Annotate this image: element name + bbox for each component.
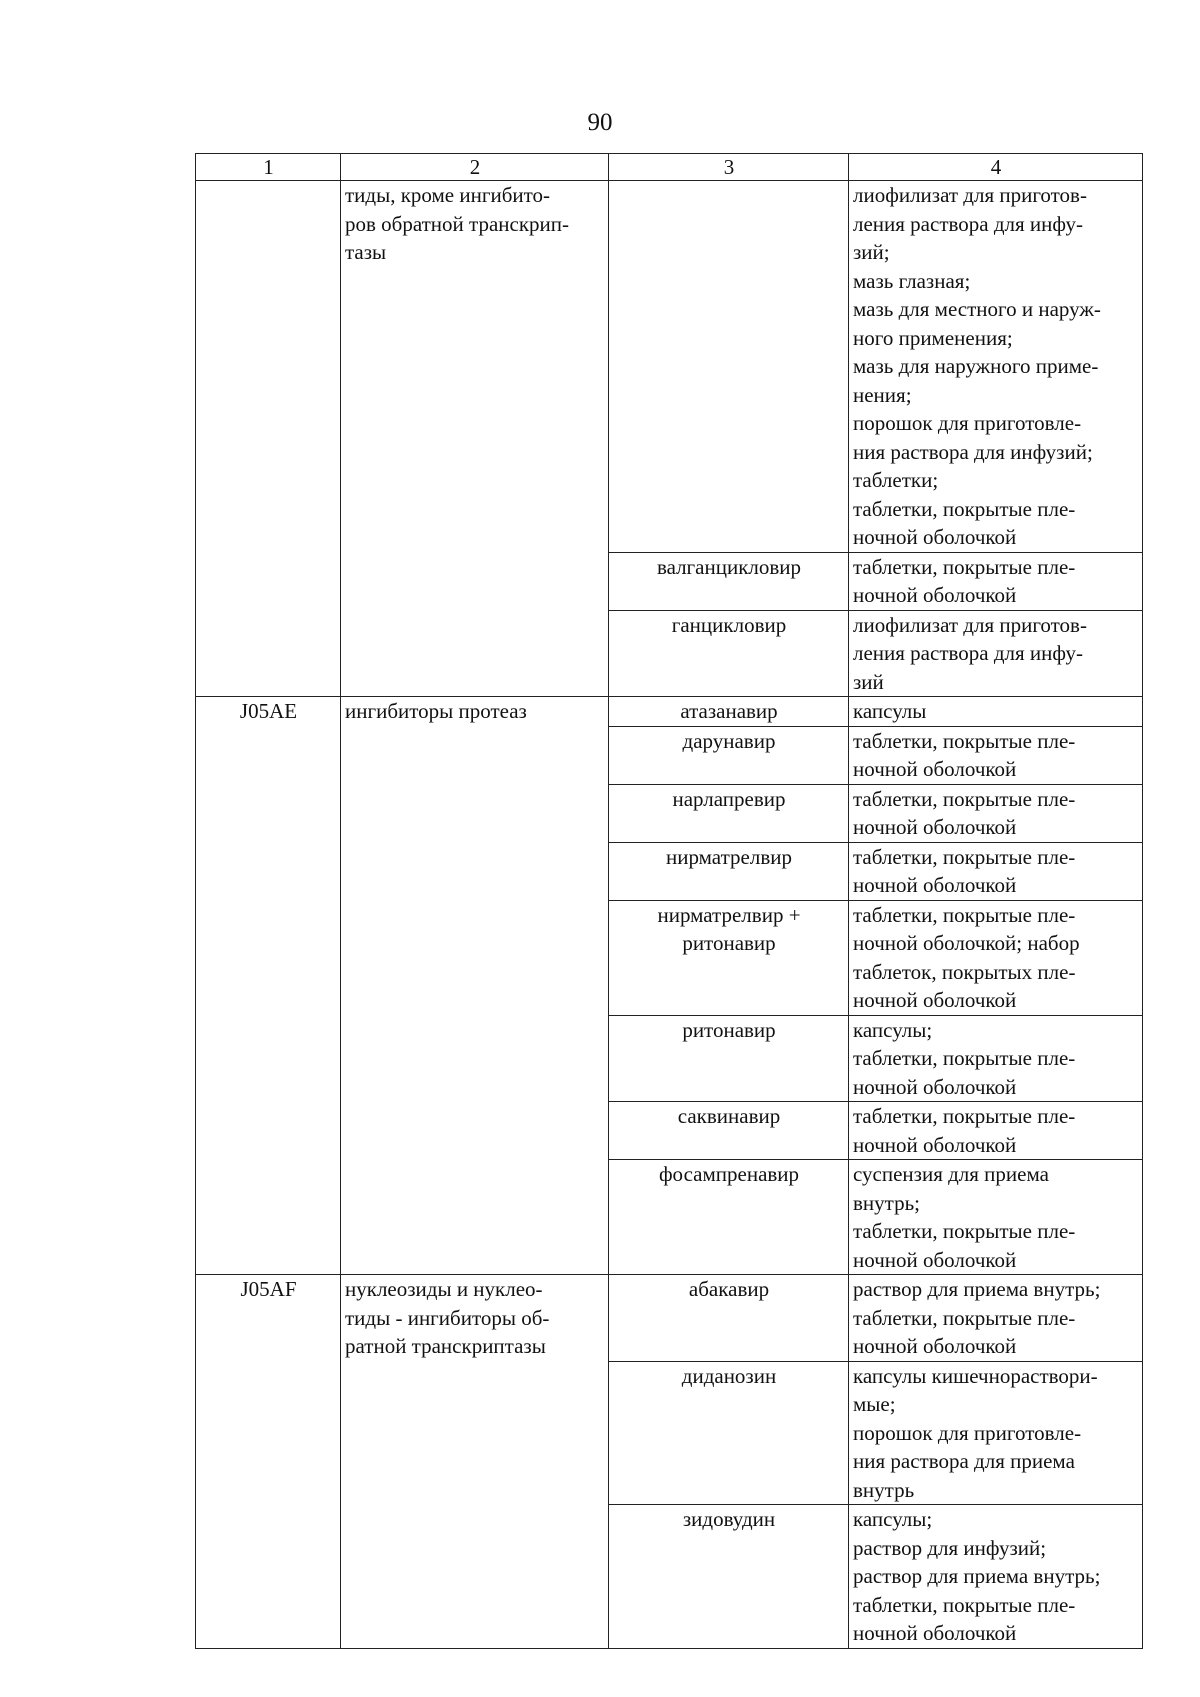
group-name-cell-line: ратной транскриптазы <box>345 1334 546 1358</box>
drug-name-cell-line: абакавир <box>688 1277 770 1301</box>
drug-name-cell <box>609 1102 849 1160</box>
dosage-form-cell-line: мазь для наружного приме- <box>853 354 1099 378</box>
group-name-cell-line: тиды, кроме ингибито- <box>345 183 551 207</box>
dosage-form-cell-line: ночной оболочкой <box>853 988 1017 1012</box>
drug-name-cell <box>609 1160 849 1275</box>
dosage-form-cell-line: таблетки, покрытые пле- <box>853 728 1076 753</box>
dosage-form-cell-line: ночной оболочкой <box>853 873 1017 897</box>
dosage-form-cell-line: таблетки, покрытые пле- <box>853 902 1076 927</box>
dosage-form-cell-line: лиофилизат для приготов- <box>853 183 1087 207</box>
dosage-form-cell-line: ночной оболочкой; набор <box>853 931 1080 955</box>
dosage-form-cell <box>849 900 1143 1015</box>
dosage-form-cell <box>849 1505 1143 1649</box>
header-col-1: 1 <box>196 154 341 181</box>
dosage-form-cell-line: таблетки, покрытые пле- <box>853 786 1076 811</box>
drug-name-cell <box>609 900 849 1015</box>
drug-name-cell <box>609 1015 849 1102</box>
dosage-form-cell-line: таблетки, покрытые пле- <box>853 1104 1076 1128</box>
dosage-form-cell-line: таблетки, покрытые пле- <box>853 1305 1076 1330</box>
dosage-form-cell-line: таблетки, покрытые пле- <box>853 496 1076 521</box>
atc-code-cell: J05AF <box>196 1275 341 1649</box>
drug-name-cell <box>609 1505 849 1649</box>
dosage-form-cell <box>849 1160 1143 1275</box>
dosage-form-cell-line: ночной оболочкой <box>853 1132 1017 1157</box>
drug-name-cell <box>609 181 849 553</box>
dosage-form-cell-line: мазь для местного и наруж- <box>853 297 1101 321</box>
dosage-form-cell-line: порошок для приготовле- <box>853 1420 1082 1445</box>
dosage-form-cell-line: ночной оболочкой <box>853 757 1017 781</box>
group-name-cell-line: нуклеозиды и нуклео- <box>345 1277 543 1301</box>
drug-name-cell-line: нарлапревир <box>672 786 786 811</box>
dosage-form-cell-line: ночной оболочкой <box>853 583 1017 607</box>
header-col-3: 3 <box>609 154 849 181</box>
drug-name-cell <box>609 610 849 697</box>
dosage-form-cell <box>849 1102 1143 1160</box>
dosage-form-cell-line: таблетки, покрытые пле- <box>853 1046 1076 1070</box>
dosage-form-cell-line: капсулы <box>853 699 927 723</box>
dosage-form-cell-line: зий; <box>853 240 890 264</box>
dosage-form-cell-line: внутрь; <box>853 1190 920 1215</box>
drug-name-cell <box>609 697 849 727</box>
dosage-form-cell-line: зий <box>853 669 884 694</box>
table-row <box>196 181 1143 553</box>
drug-name-cell-line: зидовудин <box>682 1507 776 1531</box>
dosage-form-cell-line: ночной оболочкой <box>853 815 1017 839</box>
group-name-cell-line: ингибиторы протеаз <box>345 699 527 723</box>
drug-name-cell <box>609 1361 849 1505</box>
dosage-form-cell-line: таблетки, покрытые пле- <box>853 1219 1076 1243</box>
drug-name-cell-line: ганцикловир <box>671 612 787 637</box>
dosage-form-cell-line: таблетки, покрытые пле- <box>853 844 1076 869</box>
dosage-form-cell-line: ночной оболочкой <box>853 525 1017 549</box>
dosage-form-cell-line: ночной оболочкой <box>853 1074 1017 1099</box>
drug-table <box>195 153 1143 1649</box>
dosage-form-cell-line: капсулы кишечнораствори- <box>853 1363 1098 1388</box>
group-name-cell-line: тазы <box>345 240 387 264</box>
dosage-form-cell <box>849 784 1143 842</box>
dosage-form-cell-line: раствор для инфузий; <box>853 1535 1047 1560</box>
atc-code-cell: J05AE <box>196 697 341 1275</box>
drug-name-cell-line: атазанавир <box>680 699 778 723</box>
table-row <box>196 697 1143 727</box>
dosage-form-cell-line: таблеток, покрытых пле- <box>853 959 1076 984</box>
drug-name-cell-line: ритонавир <box>682 1017 776 1042</box>
drug-name-cell-line: диданозин <box>681 1363 777 1388</box>
dosage-form-cell <box>849 1361 1143 1505</box>
group-name-cell-line: тиды - ингибиторы об- <box>345 1305 550 1330</box>
dosage-form-cell-line: мые; <box>853 1392 896 1416</box>
drug-name-cell-line: фосампренавир <box>658 1162 800 1186</box>
dosage-form-cell-line: лиофилизат для приготов- <box>853 612 1087 637</box>
drug-name-cell-line: ритонавир <box>682 931 776 955</box>
header-row <box>196 154 1143 181</box>
drug-name-cell-line: валганцикловир <box>656 554 802 579</box>
dosage-form-cell-line: ления раствора для инфу- <box>853 641 1083 665</box>
dosage-form-cell-line: таблетки, покрытые пле- <box>853 1592 1076 1617</box>
drug-name-cell <box>609 1275 849 1362</box>
dosage-form-cell <box>849 697 1143 727</box>
dosage-form-cell <box>849 1275 1143 1362</box>
drug-name-cell-line: дарунавир <box>682 728 776 753</box>
dosage-form-cell <box>849 552 1143 610</box>
drug-name-cell <box>609 784 849 842</box>
dosage-form-cell-line: таблетки, покрытые пле- <box>853 554 1076 579</box>
atc-code-cell <box>196 181 341 697</box>
dosage-form-cell-line: ления раствора для инфу- <box>853 211 1083 236</box>
dosage-form-cell-line: ния раствора для инфузий; <box>853 439 1093 464</box>
dosage-form-cell-line: внутрь <box>853 1477 915 1502</box>
dosage-form-cell <box>849 181 1143 553</box>
drug-name-cell-line: нирматрелвир + <box>657 902 801 927</box>
dosage-form-cell-line: ночной оболочкой <box>853 1334 1017 1358</box>
header-col-2: 2 <box>341 154 609 181</box>
drug-name-cell <box>609 726 849 784</box>
dosage-form-cell <box>849 1015 1143 1102</box>
drug-name-cell-line: нирматрелвир <box>666 844 792 869</box>
dosage-form-cell-line: суспензия для приема <box>853 1162 1049 1186</box>
dosage-form-cell-line: порошок для приготовле- <box>853 411 1082 435</box>
dosage-form-cell-line: нения; <box>853 382 912 407</box>
group-name-cell-line: ров обратной транскрип- <box>345 211 570 236</box>
group-name-cell <box>341 697 609 1275</box>
drug-name-cell-line: саквинавир <box>677 1104 781 1128</box>
dosage-form-cell-line: раствор для приема внутрь; <box>853 1277 1101 1301</box>
drug-name-cell <box>609 552 849 610</box>
dosage-form-cell <box>849 842 1143 900</box>
dosage-form-cell-line: ночной оболочкой <box>853 1247 1017 1272</box>
dosage-form-cell-line: ночной оболочкой <box>853 1621 1017 1645</box>
dosage-form-cell-line: ния раствора для приема <box>853 1449 1075 1473</box>
dosage-form-cell-line: таблетки; <box>853 468 939 492</box>
dosage-form-cell-line: ного применения; <box>853 325 1013 350</box>
group-name-cell <box>341 1275 609 1649</box>
dosage-form-cell-line: мазь глазная; <box>853 268 971 293</box>
header-col-4: 4 <box>849 154 1143 181</box>
drug-name-cell <box>609 842 849 900</box>
dosage-form-cell <box>849 726 1143 784</box>
dosage-form-cell <box>849 610 1143 697</box>
table-row <box>196 1275 1143 1362</box>
group-name-cell <box>341 181 609 697</box>
dosage-form-cell-line: капсулы; <box>853 1017 933 1042</box>
page-number: 90 <box>587 109 613 136</box>
dosage-form-cell-line: капсулы; <box>853 1507 933 1531</box>
dosage-form-cell-line: раствор для приема внутрь; <box>853 1564 1101 1588</box>
